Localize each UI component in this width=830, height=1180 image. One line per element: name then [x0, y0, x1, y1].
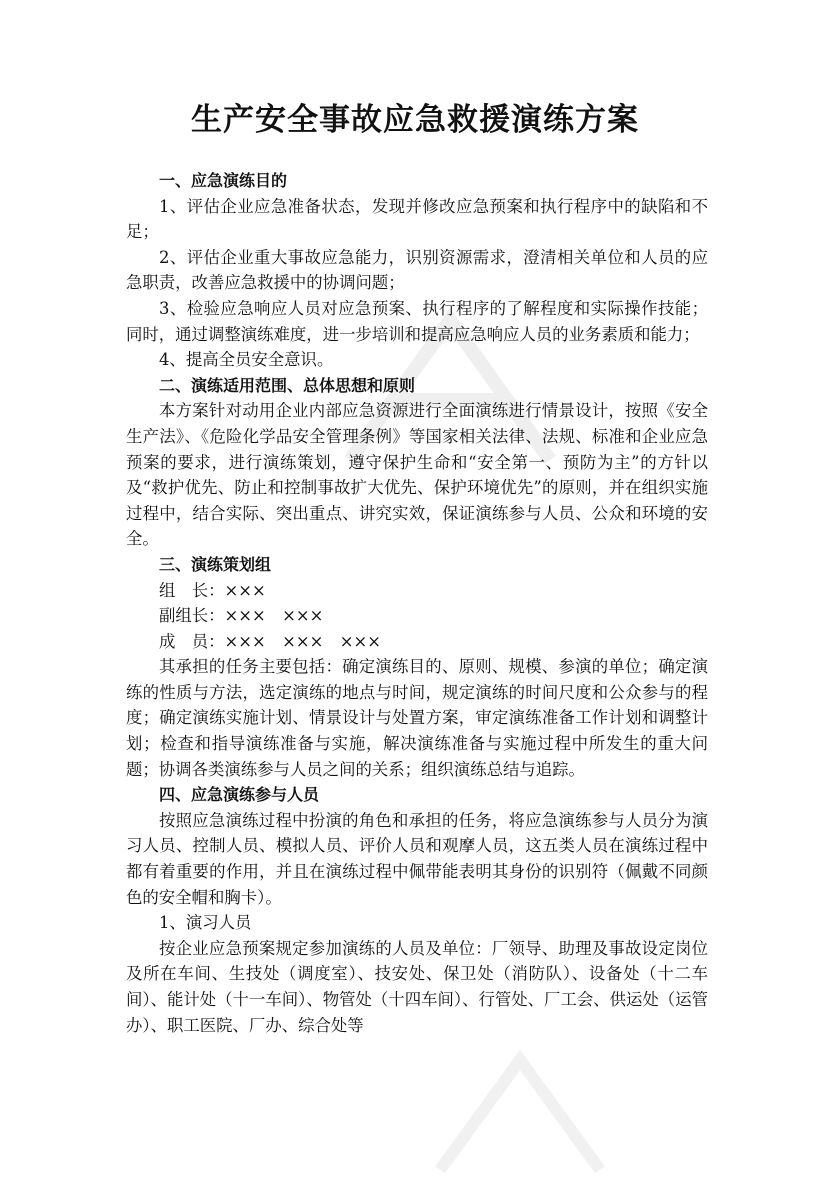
paragraph: 按照应急演练过程中扮演的角色和承担的任务，将应急演练参与人员分为演习人员、控制人员、模拟人员、评价人员和观摩人员，这五类人员在演练过程中都有着重要的作用，并且在演练过程中佩带能表明其身份的识别符（佩戴不同颜色的安全帽和胸卡）。	[126, 810, 708, 907]
watermark-graphic-bottom	[420, 1040, 620, 1180]
paragraph: 本方案针对动用企业内部应急资源进行全面演练进行情景设计，按照《安全生产法》、《危险化学品安全管理条例》等国家相关法律、法规、标准和企业应急预案的要求，进行演练策划，遵守保护生命和“安全第一、预防为主”的方针以及“救护优先、防止和控制事故扩大优先、保护环境优先”的原则，并在组织实施过程中，结合实际、突出重点、讲究实效，保证演练参与人员、公众和环境的安全。	[126, 401, 708, 549]
document-body	[126, 168, 708, 1038]
paragraph: 按企业应急预案规定参加演练的人员及单位：厂领导、助理及事故设定岗位及所在车间、生技处（调度室）、技安处、保卫处（消防队）、设备处（十二车间）、能计处（十一车间）、物管处（十四车间）、行管处、厂工会、供运处（运管办）、职工医院、厂办、综合处等	[126, 938, 708, 1035]
paragraph: 3、检验应急响应人员对应急预案、执行程序的了解程度和实际操作技能；同时，通过调整演练难度，进一步培训和提高应急响应人员的业务素质和能力；	[126, 298, 708, 344]
paragraph: 2、评估企业重大事故应急能力，识别资源需求，澄清相关单位和人员的应急职责，改善应急救援中的协调问题；	[126, 247, 708, 293]
group-leader-line: 组 长：×××	[159, 580, 266, 600]
deputy-leader-line: 副组长：××× ×××	[159, 606, 324, 626]
page-title: 生产安全事故应急救援演练方案	[191, 102, 639, 138]
paragraph: 1、评估企业应急准备状态，发现并修改应急预案和执行程序中的缺陷和不足；	[126, 196, 708, 242]
paragraph: 其承担的任务主要包括：确定演练目的、原则、规模、参演的单位；确定演练的性质与方法，选定演练的地点与时间，规定演练的时间尺度和公众参与的程度；确定演练实施计划、情景设计与处置方案，审定演练准备工作计划和调整计划；检查和指导演练准备与实施，解决演练准备与实施过程中所发生的重大问题；协调各类演练参与人员之间的关系；组织演练总结与追踪。	[126, 657, 708, 779]
paragraph: 4、提高全员安全意识。	[159, 350, 334, 370]
section-heading-planning-group: 三、演练策划组	[159, 554, 272, 574]
subheading-drill-personnel: 1、演习人员	[159, 913, 252, 933]
section-heading-scope: 二、演练适用范围、总体思想和原则	[159, 375, 416, 395]
section-heading-purpose: 一、应急演练目的	[159, 171, 288, 190]
members-line: 成 员：××× ××× ×××	[159, 631, 381, 651]
section-heading-participants: 四、应急演练参与人员	[159, 785, 320, 805]
